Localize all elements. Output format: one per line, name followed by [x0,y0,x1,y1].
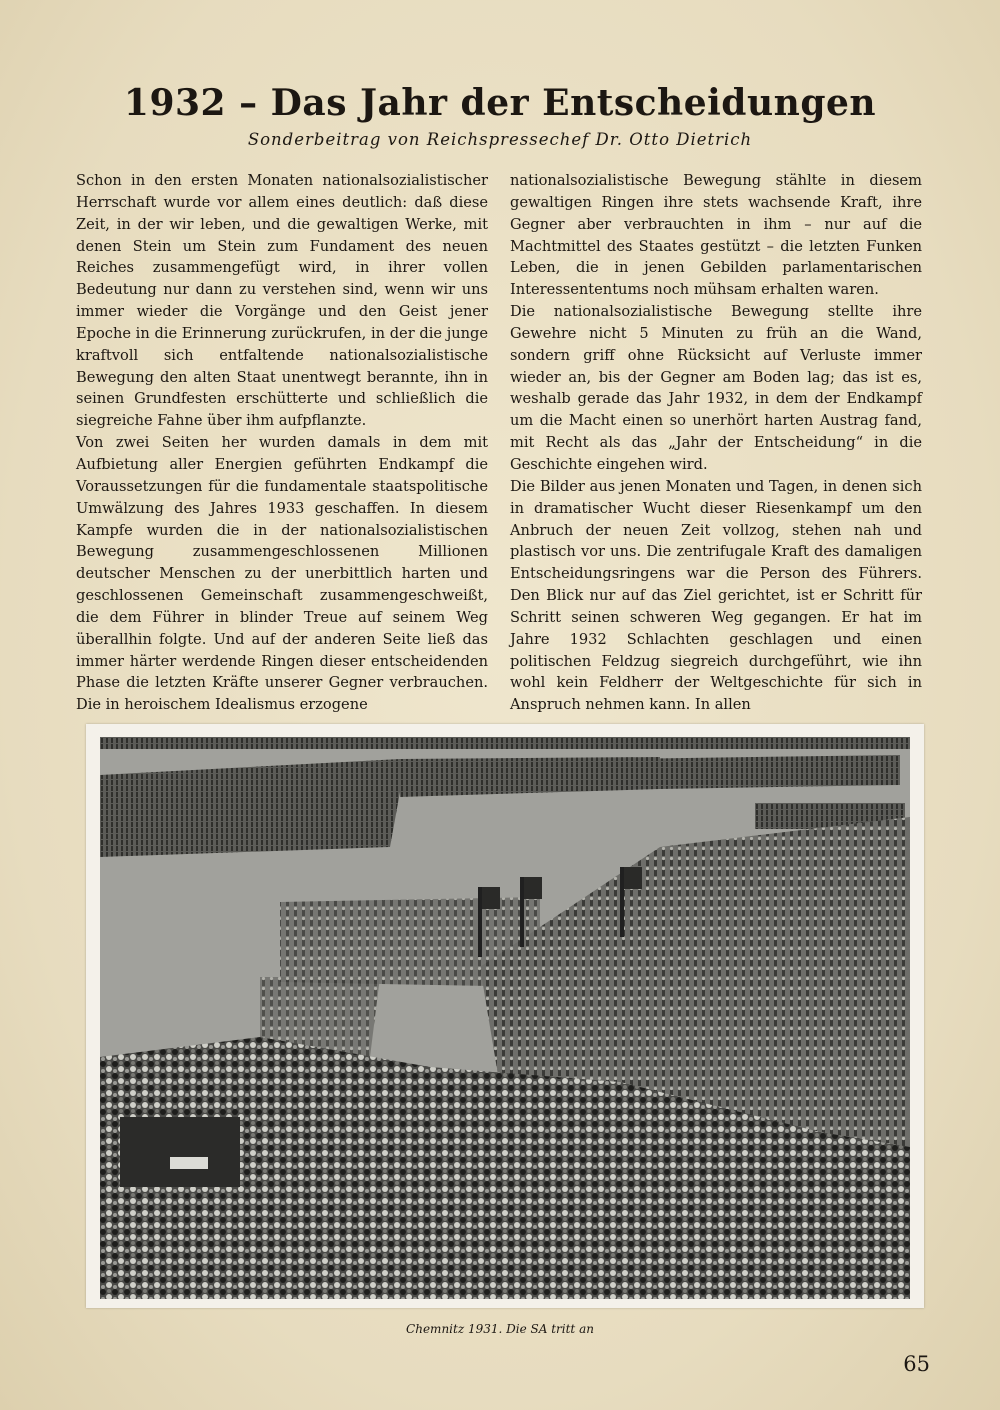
photo-illustration [100,737,910,1299]
page-title: 1932 – Das Jahr der Entscheidungen [123,82,877,124]
photo-frame [86,724,924,1308]
article-paragraph: nationalsozialistische Bewegung stählte in diesem gewaltigen Ringen ihre stets wachsende Kraft, ihre Gegner aber verbrauchten in ihm – nur auf die Machtmittel des Staates gestützt – die letzten Funken Leben, die in jenen Gebilden parlamentarischen Interessententums noch mühsam erhalten waren. [510,172,922,299]
photo-caption: Chemnitz 1931. Die SA tritt an [406,1322,594,1336]
parade-photograph [100,737,910,1299]
article-paragraph: Von zwei Seiten her wurden damals in dem mit Aufbietung aller Energien geführten Endkampf die Voraussetzungen für die fundamentale staatspolitische Umwälzung des Jahres 1933 geschaffen. In diesem Kampfe wurden die in der nationalsozialistischen Bewegung zusammengeschlossenen Millionen deutscher Menschen zu der unerbittlich harten und geschlossenen Gemeinschaft zusammengeschweißt, die dem Führer in blinder Treue auf seinem Weg überallhin folgte. Und auf der anderen Seite ließ das immer härter werdende Ringen dieser entscheidenden Phase die letzten Kräfte unserer Gegner verbrauchen. Die in heroischem Idealismus erzogene [76,434,488,714]
article-paragraph: Die nationalsozialistische Bewegung stellte ihre Gewehre nicht 5 Minuten zu früh an die Wand, sondern griff ohne Rücksicht auf Verluste immer wieder an, bis der Gegner am Boden lag; das ist es, weshalb gerade das Jahr 1932, in dem der Endkampf um die Macht einen so unerhört harten Austrag fand, mit Recht als das „Jahr der Entscheidung“ in die Geschichte eingehen wird. [510,303,922,473]
article-paragraph: Schon in den ersten Monaten nationalsozialistischer Herrschaft wurde vor allem eines deutlich: daß diese Zeit, in der wir leben, und die gewaltigen Werke, mit denen Stein um Stein zum Fundament des neuen Reiches zusammengefügt wird, in ihrer vollen Bedeutung nur dann zu verstehen sind, wenn wir uns immer wieder die Vorgänge und den Geist jener Epoche in die Erinnerung zurückrufen, in der die junge kraftvoll sich entfaltende nationalsozialistische Bewegung den alten Staat unentwegt berannte, ihn in seinen Grundfesten erschütterte und schließlich die siegreiche Fahne über ihm aufpflanzte. [76,172,488,430]
article-paragraph: Die Bilder aus jenen Monaten und Tagen, in denen sich in dramatischer Wucht dieser Riesenkampf um den Anbruch der neuen Zeit vollzog, stehen nah und plastisch vor uns. Die zentrifugale Kraft des damaligen Entscheidungsringens war die Person des Führers. Den Blick nur auf das Ziel gerichtet, ist er Schritt für Schritt seinen schweren Weg gegangen. Er hat im Jahre 1932 Schlachten geschlagen und einen politischen Feldzug siegreich durchgeführt, wie ihn wohl kein Feldherr der Weltgeschichte für sich in Anspruch nehmen kann. In allen [510,477,922,714]
article-column-left [76,170,488,716]
page-subtitle: Sonderbeitrag von Reichspressechef Dr. Otto Dietrich [247,130,753,149]
article-column-right [510,170,922,716]
page-number: 65 [903,1352,930,1376]
